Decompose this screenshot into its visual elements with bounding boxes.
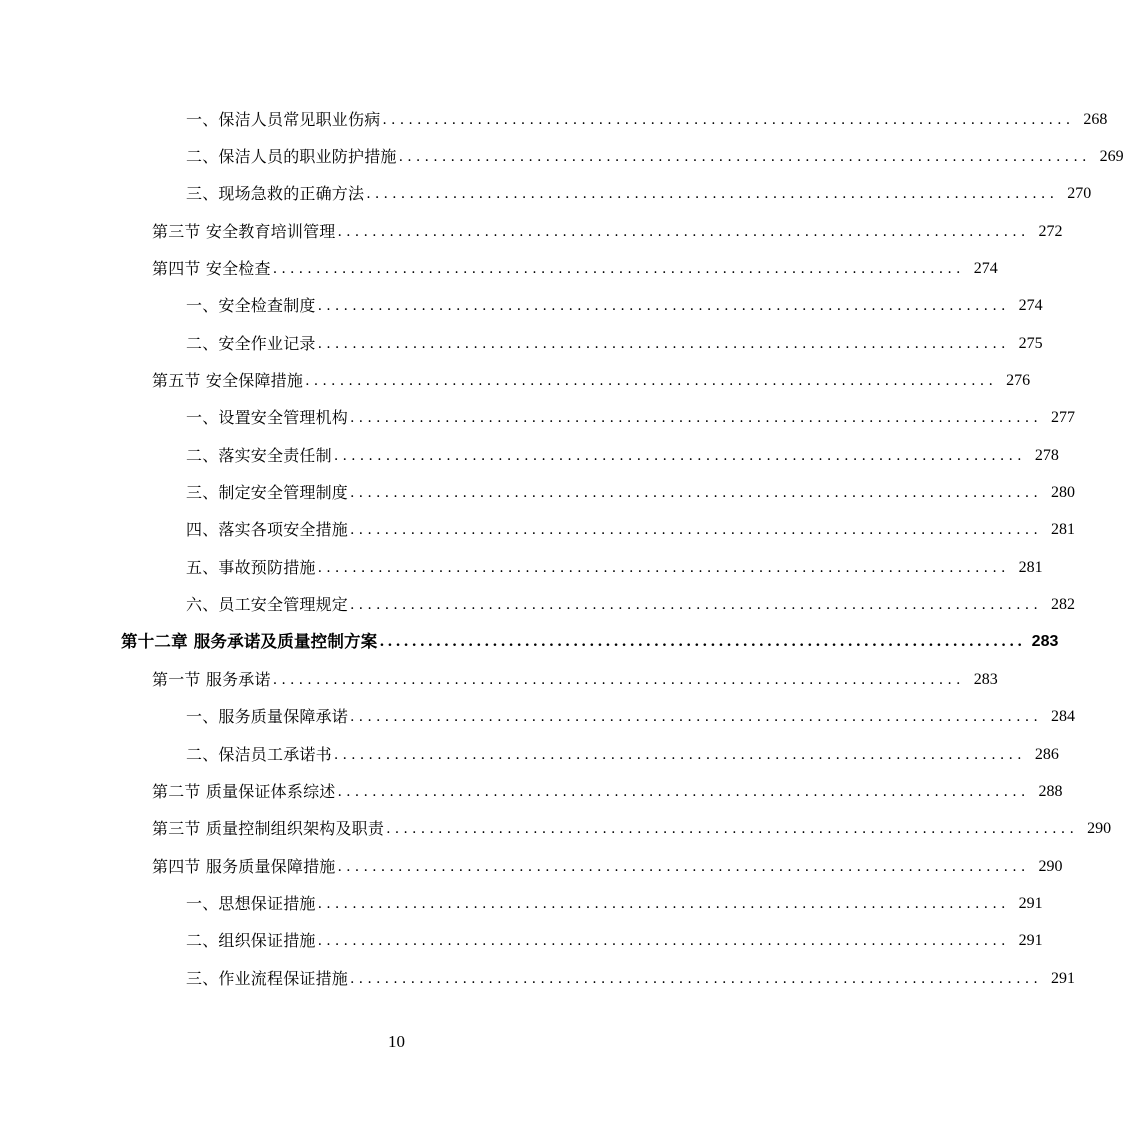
- toc-leader-dots: ................................................................................: [272, 261, 965, 278]
- toc-entry-page: 286: [1034, 745, 1059, 763]
- toc-entry-title: 第三节 安全教育培训管理: [152, 221, 336, 241]
- toc-entry[interactable]: [186, 885, 1043, 922]
- toc-leader-dots: ................................................................................: [379, 634, 1026, 651]
- toc-leader-dots: ................................................................................: [333, 746, 1026, 763]
- toc-entry-title: 六、员工安全管理规定: [186, 595, 349, 615]
- page-number: 10: [388, 1032, 405, 1051]
- toc-leader-dots: ................................................................................: [350, 485, 1043, 502]
- toc-entry-page: 291: [1018, 894, 1043, 912]
- toc-leader-dots: ................................................................................: [317, 298, 1010, 315]
- toc-entry-page: 276: [1006, 372, 1031, 390]
- toc-entry-page: 272: [1038, 222, 1063, 240]
- toc-entry-page: 269: [1099, 148, 1124, 166]
- toc-entry[interactable]: [152, 773, 1063, 810]
- toc-entry-page: 270: [1067, 185, 1092, 203]
- toc-entry-title: 第一节 服务承诺: [152, 669, 271, 689]
- toc-leader-dots: ................................................................................: [366, 186, 1059, 203]
- toc-entry[interactable]: [186, 437, 1059, 474]
- toc-entry-title: 一、保洁人员常见职业伤病: [186, 109, 381, 129]
- toc-leader-dots: ................................................................................: [337, 858, 1030, 875]
- toc-entry-title: 一、服务质量保障承诺: [186, 707, 349, 727]
- toc-entry[interactable]: [186, 325, 1043, 362]
- toc-entry-page: 280: [1051, 484, 1076, 502]
- toc-entry-page: 290: [1087, 820, 1112, 838]
- toc-leader-dots: ................................................................................: [337, 223, 1030, 240]
- toc-entry[interactable]: [186, 736, 1059, 773]
- toc-entry-page: 283: [1031, 633, 1059, 651]
- toc-entry-page: 281: [1018, 558, 1043, 576]
- toc-entry-title: 二、落实安全责任制: [186, 445, 332, 465]
- toc-entry-page: 290: [1038, 857, 1063, 875]
- toc-entry[interactable]: [152, 661, 998, 698]
- toc-entry-page: 268: [1083, 110, 1108, 128]
- table-of-contents: [0, 101, 1124, 997]
- toc-entry-page: 283: [973, 670, 998, 688]
- toc-entry-page: 274: [1018, 297, 1043, 315]
- toc-leader-dots: ................................................................................: [350, 522, 1043, 539]
- toc-entry-title: 一、思想保证措施: [186, 893, 316, 913]
- toc-entry-page: 277: [1051, 409, 1076, 427]
- toc-entry-title: 五、事故预防措施: [186, 557, 316, 577]
- toc-entry-title: 二、保洁人员的职业防护措施: [186, 147, 397, 167]
- toc-entry-title: 二、安全作业记录: [186, 333, 316, 353]
- toc-leader-dots: ................................................................................: [350, 970, 1043, 987]
- toc-entry[interactable]: [186, 176, 1092, 213]
- toc-entry-title: 一、安全检查制度: [186, 296, 316, 316]
- toc-entry[interactable]: [186, 923, 1043, 960]
- toc-entry[interactable]: [186, 699, 1076, 736]
- toc-entry[interactable]: [152, 362, 1031, 399]
- toc-entry[interactable]: [152, 848, 1063, 885]
- toc-entry-page: 291: [1051, 969, 1076, 987]
- toc-leader-dots: ................................................................................: [398, 149, 1091, 166]
- toc-entry[interactable]: [186, 474, 1076, 511]
- toc-entry-page: 281: [1051, 521, 1076, 539]
- toc-entry-page: 275: [1018, 334, 1043, 352]
- toc-leader-dots: ................................................................................: [272, 671, 965, 688]
- toc-entry[interactable]: [186, 138, 1124, 175]
- toc-leader-dots: ................................................................................: [333, 447, 1026, 464]
- toc-leader-dots: ................................................................................: [337, 783, 1030, 800]
- toc-entry[interactable]: [186, 549, 1043, 586]
- toc-entry-title: 第三节 质量控制组织架构及职责: [152, 819, 385, 839]
- toc-entry-title: 第五节 安全保障措施: [152, 371, 304, 391]
- toc-entry-title: 四、落实各项安全措施: [186, 520, 349, 540]
- toc-entry-title: 一、设置安全管理机构: [186, 408, 349, 428]
- toc-entry-title: 第二节 质量保证体系综述: [152, 781, 336, 801]
- toc-entry-title: 三、制定安全管理制度: [186, 483, 349, 503]
- toc-entry[interactable]: [186, 586, 1076, 623]
- toc-entry-title: 三、现场急救的正确方法: [186, 184, 365, 204]
- toc-leader-dots: ................................................................................: [305, 373, 998, 390]
- toc-entry[interactable]: [186, 512, 1076, 549]
- toc-leader-dots: ................................................................................: [350, 709, 1043, 726]
- toc-entry[interactable]: [186, 288, 1043, 325]
- toc-entry[interactable]: [152, 213, 1063, 250]
- toc-leader-dots: ................................................................................: [382, 111, 1075, 128]
- toc-entry-title: 第四节 安全检查: [152, 259, 271, 279]
- toc-leader-dots: ................................................................................: [317, 559, 1010, 576]
- toc-entry-page: 282: [1051, 596, 1076, 614]
- toc-entry-title: 二、组织保证措施: [186, 931, 316, 951]
- toc-entry-page: 278: [1034, 446, 1059, 464]
- toc-entry-title: 二、保洁员工承诺书: [186, 744, 332, 764]
- toc-entry[interactable]: [186, 400, 1076, 437]
- toc-entry-title: 三、作业流程保证措施: [186, 968, 349, 988]
- toc-entry[interactable]: [152, 811, 1112, 848]
- toc-entry-page: 274: [973, 260, 998, 278]
- toc-entry-page: 284: [1051, 708, 1076, 726]
- toc-leader-dots: ................................................................................: [386, 821, 1079, 838]
- toc-leader-dots: ................................................................................: [317, 933, 1010, 950]
- toc-entry-page: 291: [1018, 932, 1043, 950]
- toc-entry-title: 第四节 服务质量保障措施: [152, 856, 336, 876]
- toc-leader-dots: ................................................................................: [350, 410, 1043, 427]
- toc-leader-dots: ................................................................................: [317, 895, 1010, 912]
- toc-leader-dots: ................................................................................: [317, 335, 1010, 352]
- toc-entry-page: 288: [1038, 782, 1063, 800]
- toc-entry[interactable]: [121, 624, 1059, 661]
- toc-entry[interactable]: [186, 960, 1076, 997]
- toc-entry-title: 第十二章 服务承诺及质量控制方案: [121, 632, 378, 652]
- toc-leader-dots: ................................................................................: [350, 597, 1043, 614]
- toc-entry[interactable]: [152, 250, 998, 287]
- toc-entry[interactable]: [186, 101, 1108, 138]
